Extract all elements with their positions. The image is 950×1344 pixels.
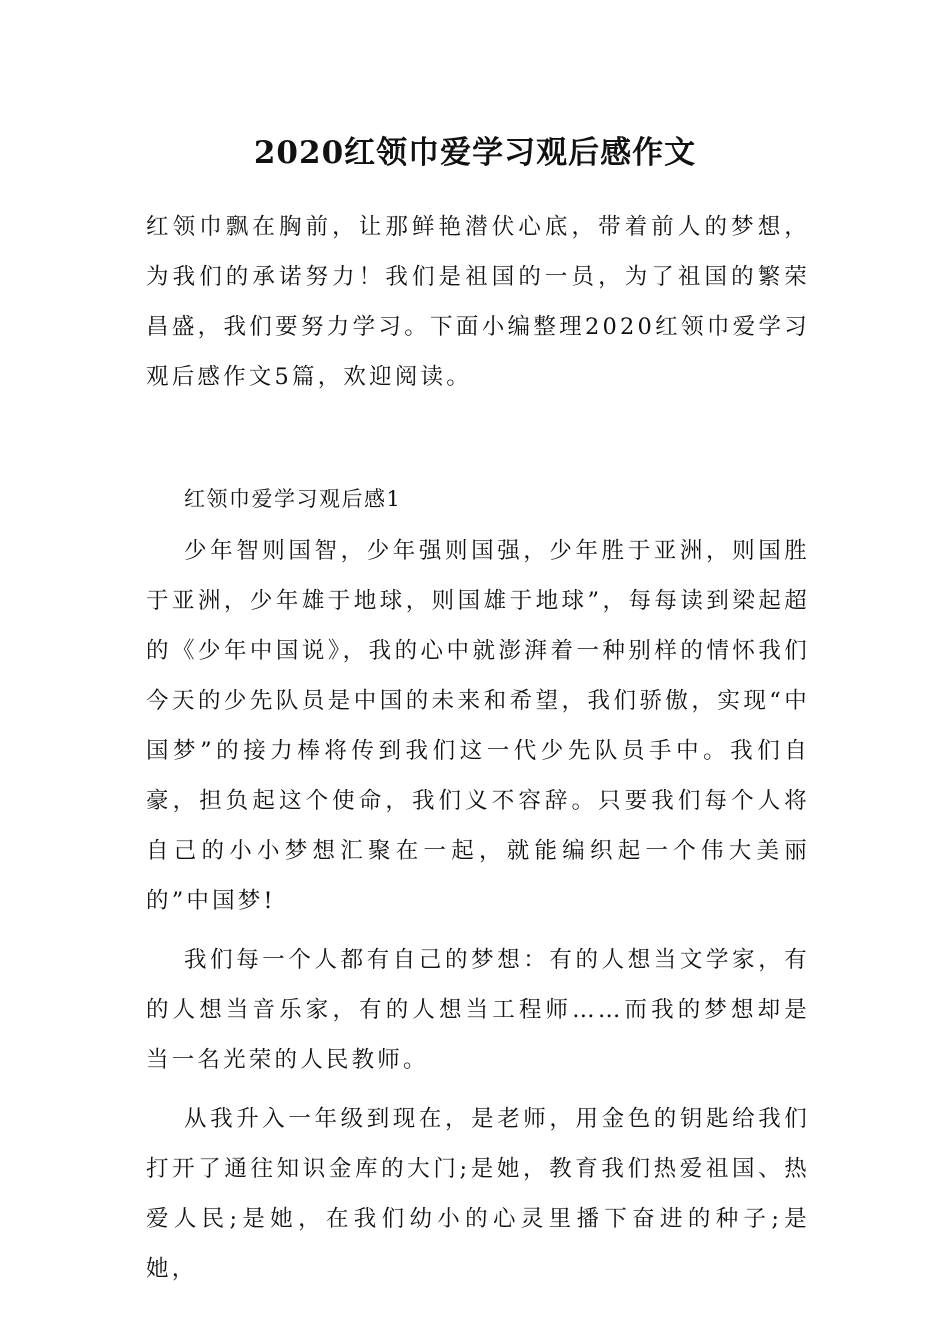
body-text [146,526,810,1303]
document-title: 2020红领巾爱学习观后感作文 [253,135,697,171]
section-heading: 红领巾爱学习观后感1 [184,487,402,511]
body-paragraph-2: 我们每一个人都有自己的梦想：有的人想当文学家，有的人想当音乐家，有的人想当工程师……而我的梦想却是当一名光荣的人民教师。 [146,947,810,1073]
body-paragraph-1: 少年智则国智，少年强则国强，少年胜于亚洲，则国胜于亚洲，少年雄于地球，则国雄于地球”，每每读到梁起超的《少年中国说》，我的心中就澎湃着一种别样的情怀我们今天的少先队员是中国的未来和希望，我们骄傲，实现“中国梦”的接力棒将传到我们这一代少先队员手中。我们自豪，担负起这个使命，我们义不容辞。只要我们每个人将自己的小小梦想汇聚在一起，就能编织起一个伟大美丽的”中国梦! [146,538,810,914]
intro-paragraph: 红领巾飘在胸前，让那鲜艳潜伏心底，带着前人的梦想，为我们的承诺努力！我们是祖国的一员，为了祖国的繁荣昌盛，我们要努力学习。下面小编整理2020红领巾爱学习观后感作文5篇，欢迎阅读。 [146,214,810,390]
body-paragraph-3: 从我升入一年级到现在，是老师，用金色的钥匙给我们打开了通往知识金库的大门;是她，教育我们热爱祖国、热爱人民;是她，在我们幼小的心灵里播下奋进的种子;是她， [146,1106,810,1282]
